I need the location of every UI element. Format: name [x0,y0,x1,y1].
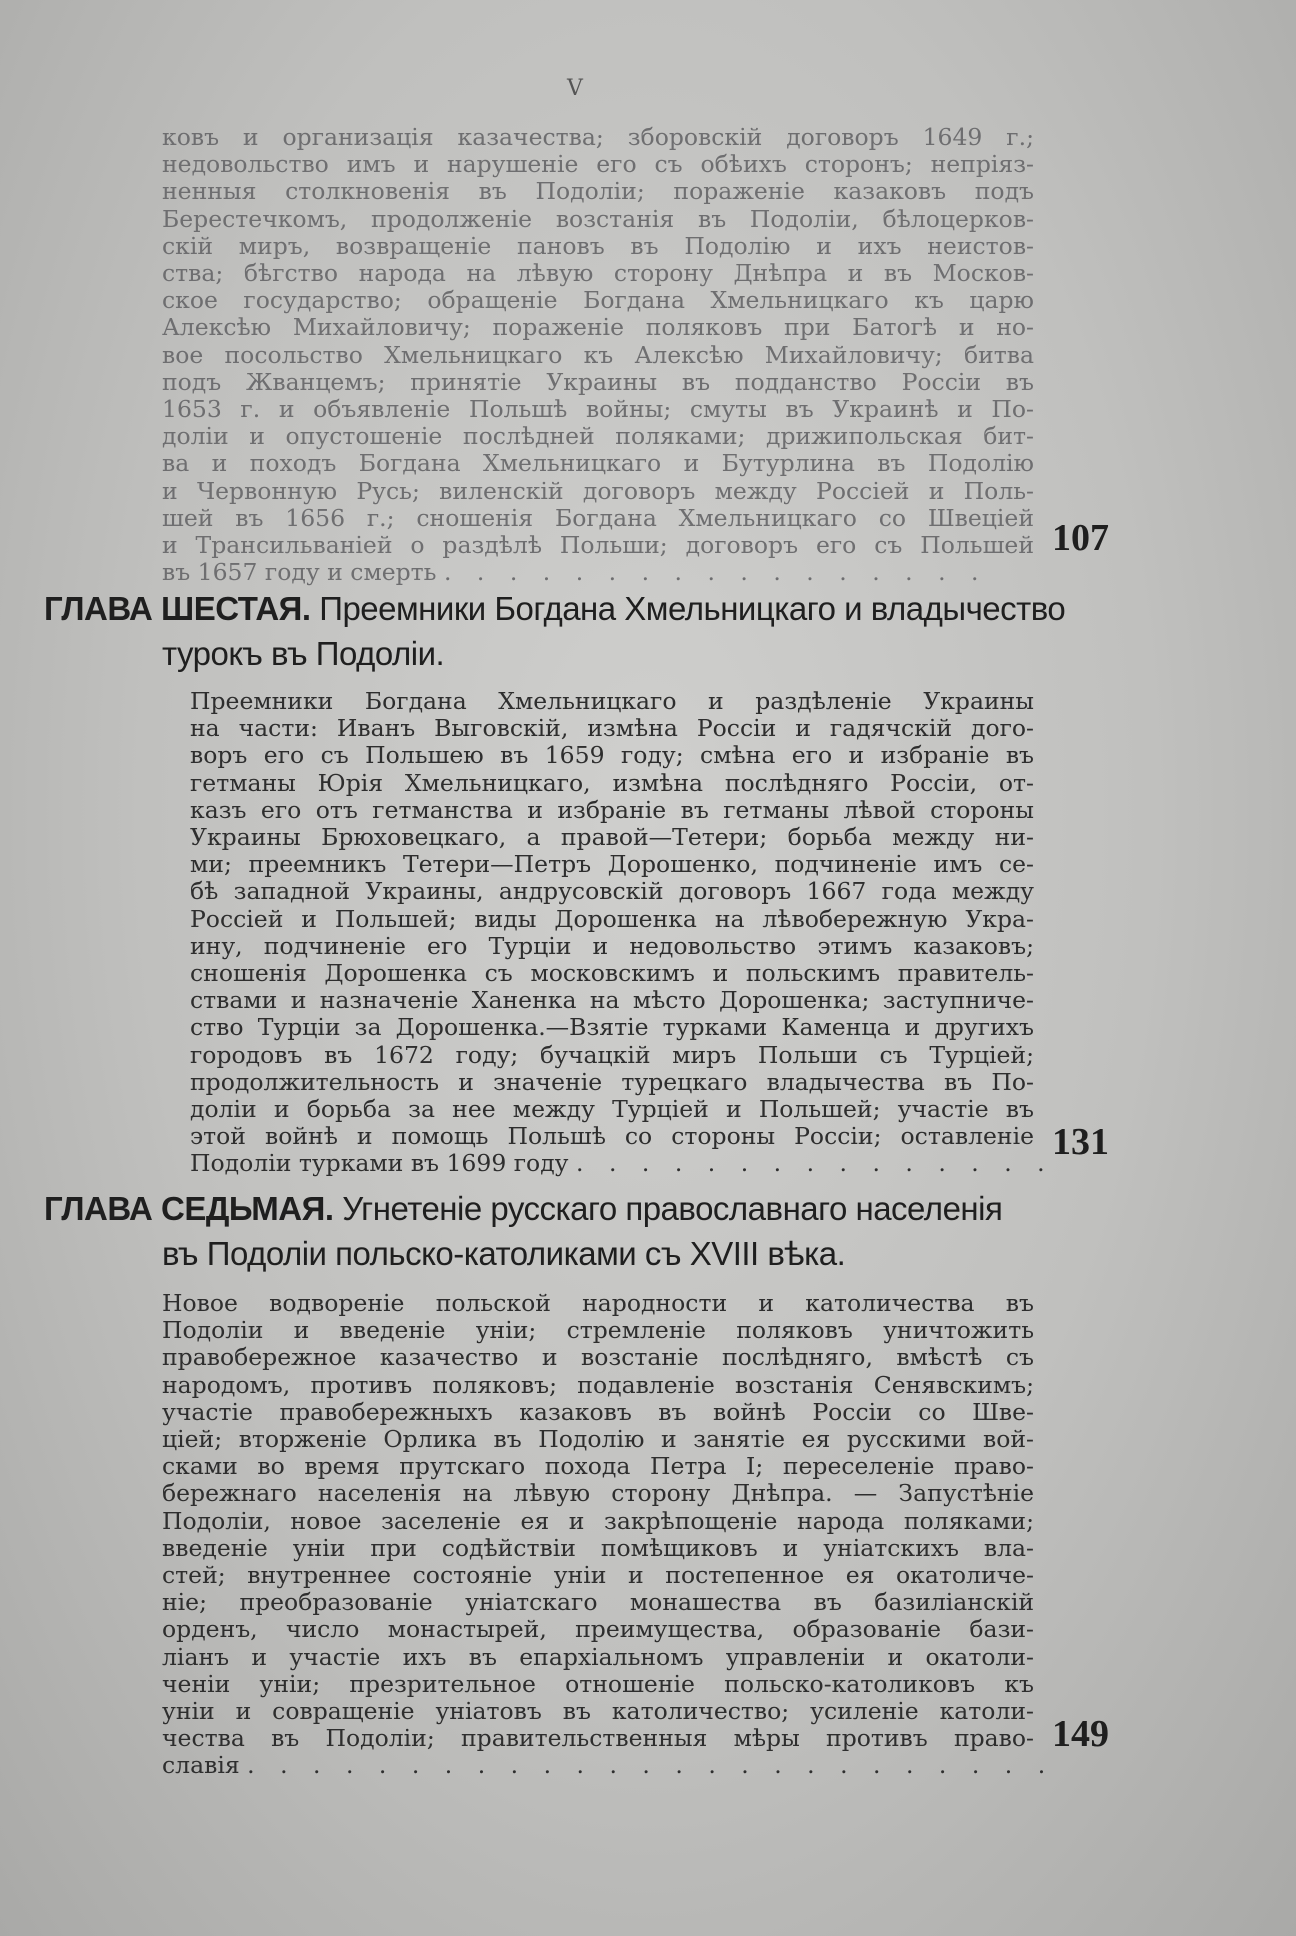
summary-line [162,1508,1034,1535]
summary-line-text: ніе; преобразованіе уніатскаго монашества въ базиліанскій [162,1588,1034,1617]
summary-line [190,906,1034,933]
summary-line [162,151,1034,178]
summary-line-text: сношенія Дорошенка съ московскимъ и польскимъ правитель- [190,959,1034,988]
summary-line [190,1096,1034,1123]
summary-line [162,260,1034,287]
summary-line [162,1535,1034,1562]
summary-line [190,987,1034,1014]
summary-line-text: ва и походъ Богдана Хмельницкаго и Бутурлина въ Подолію [162,449,1034,478]
summary-line [190,1069,1034,1096]
leader-dots: . . . . . . . . . . . . . . . [576,1149,1054,1178]
summary-line [162,423,1034,450]
summary-line-text: недовольство имъ и нарушеніе его съ обѣихъ сторонъ; непріяз- [162,150,1034,179]
chapter-6-heading [44,586,1066,676]
summary-line-text: доліи и опустошеніе послѣдней поляками; дрижипольская бит- [162,422,1034,451]
summary-line [162,1644,1034,1671]
summary-line-text: правобережное казачество и возстаніе послѣдняго, вмѣстѣ съ [162,1343,1034,1372]
summary-line [190,1123,1034,1150]
chapter-7-heading [44,1186,1034,1276]
summary-line-text: этой войнѣ и помощь Польшѣ со стороны Россіи; оставленіе [190,1122,1034,1151]
summary-line [162,1725,1034,1752]
summary-line [190,878,1034,905]
summary-line-text: ціей; вторженіе Орлика въ Подолію и занятіе ея русскими вой- [162,1425,1034,1454]
leader-dots: . . . . . . . . . . . . . . . . . . . . . . . . . [247,1751,1055,1780]
summary-line [190,851,1034,878]
summary-line [162,233,1034,260]
summary-line [162,1751,1055,1780]
summary-line-text: Преемники Богдана Хмельницкаго и раздѣленіе Украины [190,687,1034,715]
summary-line [162,1399,1034,1426]
summary-line [190,715,1034,742]
chapter-6-title-line-2: турокъ въ Подоліи. [162,635,445,672]
summary-line-text: ства; бѣгство народа на лѣвую сторону Днѣпра и въ Москов- [162,259,1034,288]
summary-line [162,1290,1034,1317]
leader-dots: . . . . . . . . . . . . . . . . . [443,558,988,587]
summary-line [162,1317,1034,1344]
summary-line [162,1426,1034,1453]
chapter-7-summary [162,1289,1055,1780]
summary-line [162,342,1034,369]
chapter-7-label: ГЛАВА СЕДЬМАЯ. [44,1190,334,1227]
summary-line-text: подъ Жванцемъ; принятіе Украины въ подданство Россіи въ [162,367,1034,396]
summary-line [190,797,1034,824]
summary-line-text: доліи и борьба за нее между Турціей и Польшей; участіе въ [190,1095,1034,1124]
summary-line [190,1014,1034,1041]
summary-line-text: чества въ Подоліи; правительственныя мѣры противъ право- [162,1724,1034,1753]
summary-line [190,770,1034,797]
summary-line [162,1698,1034,1725]
summary-line-text: ліанъ и участіе ихъ въ епархіальномъ управленіи и окатоли- [162,1642,1034,1671]
summary-line [162,559,1034,586]
summary-line-text: славія [162,1751,240,1780]
summary-line-text: Берестечкомъ, продолженіе возстанія въ Подоліи, бѣлоцерков- [162,204,1034,233]
summary-line-text: стей; внутреннее состояніе уніи и постепенное ея окатоличе- [162,1561,1034,1590]
summary-line [162,124,1034,151]
summary-line-text: продолжительность и значеніе турецкаго владычества въ По- [190,1067,1034,1096]
summary-line [162,450,1034,477]
summary-line-text: ченіи уніи; презрительное отношеніе польско-католиковъ къ [162,1669,1034,1698]
page-ref-149: 149 [1052,1713,1109,1755]
summary-line [162,206,1034,233]
summary-line [162,1344,1034,1371]
summary-line [162,396,1034,423]
summary-line [162,1453,1034,1480]
summary-line [190,1042,1034,1069]
summary-line-text: скій миръ, возвращеніе пановъ въ Подолію и ихъ неистов- [162,231,1034,260]
summary-line-text: введеніе уніи при содѣйствіи помѣщиковъ и уніатскихъ вла- [162,1533,1034,1562]
summary-line [162,505,1034,532]
summary-line [190,1149,1054,1178]
summary-line-text: воръ его съ Польшею въ 1659 году; смѣна его и избраніе въ [190,741,1034,770]
chapter-5-summary [162,124,1034,586]
summary-line-text: уніи и совращеніе уніатовъ въ католичество; усиленіе католи- [162,1697,1034,1726]
summary-line-text: народомъ, противъ поляковъ; подавленіе возстанія Сенявскимъ; [162,1370,1034,1399]
summary-line-text: Украины Брюховецкаго, а правой—Тетери; борьба между ни- [190,823,1034,852]
chapter-6-summary [162,687,1054,1178]
summary-line-text: казъ его отъ гетманства и избраніе въ гетманы лѣвой стороны [190,795,1034,824]
summary-line-text: и Червонную Русь; виленскій договоръ между Россіей и Поль- [162,476,1034,505]
summary-line-text: вое посольство Хмельницкаго къ Алексѣю Михайловичу; битва [162,340,1034,369]
summary-line-text: участіе правобережныхъ казаковъ въ войнѣ Россіи со Шве- [162,1397,1034,1426]
summary-line [190,742,1034,769]
page-number: V [567,76,583,101]
summary-line-text: ское государство; обращеніе Богдана Хмельницкаго къ царю [162,286,1034,315]
summary-line [162,178,1034,205]
page-ref-107: 107 [1052,517,1109,559]
summary-line [162,1616,1034,1643]
chapter-6-title-line-1: Преемники Богдана Хмельницкаго и владычество [319,590,1066,627]
summary-line-text: орденъ, число монастырей, преимущества, образованіе бази- [162,1615,1034,1644]
summary-line [162,1372,1034,1399]
summary-line-text: шей въ 1656 г.; сношенія Богдана Хмельницкаго со Швеціей [162,503,1034,532]
summary-line-text: Россіей и Польшей; виды Дорошенка на лѣвобережную Укра- [190,904,1034,933]
summary-line [162,1671,1034,1698]
summary-line [162,314,1034,341]
summary-line-text: сками во время прутскаго похода Петра I; переселеніе право- [162,1452,1034,1481]
summary-line-text: ковъ и организація казачества; зборовскій договоръ 1649 г.; [162,123,1034,151]
summary-line [162,1589,1034,1616]
summary-line [190,960,1034,987]
chapter-7-title-line-2: въ Подоліи польско-католиками съ XVIII вѣка. [162,1235,846,1272]
summary-line-text: на части: Иванъ Выговскій, измѣна Россіи и гадячскій дого- [190,714,1034,743]
summary-line-text: ствами и назначеніе Ханенка на мѣсто Дорошенка; заступниче- [190,986,1034,1015]
summary-line [190,688,1034,715]
summary-line [162,1562,1034,1589]
summary-line [190,824,1034,851]
summary-line [162,287,1034,314]
summary-line-text: въ 1657 году и смерть [162,558,437,587]
summary-line-text: гетманы Юрія Хмельницкаго, измѣна послѣдняго Россіи, от- [190,768,1034,797]
summary-line-text: бѣ западной Украины, андрусовскій договоръ 1667 года между [190,877,1034,906]
summary-line-text: Подоліи, новое заселеніе ея и закрѣпощеніе народа поляками; [162,1506,1034,1535]
summary-line-text: Алексѣю Михайловичу; пораженіе поляковъ при Батогѣ и но- [162,313,1034,342]
summary-line-text: Подоліи турками въ 1699 году [190,1149,569,1178]
summary-line [162,369,1034,396]
summary-line [162,532,1034,559]
summary-line-text: 1653 г. и объявленіе Польшѣ войны; смуты въ Украинѣ и По- [162,395,1034,424]
summary-line-text: городовъ въ 1672 году; бучацкій миръ Польши съ Турціей; [190,1040,1034,1069]
page-ref-131: 131 [1052,1121,1109,1163]
summary-line [162,478,1034,505]
summary-line-text: ину, подчиненіе его Турціи и недовольство этимъ казаковъ; [190,931,1034,960]
summary-line-text: бережнаго населенія на лѣвую сторону Днѣпра. — Запустѣніе [162,1479,1034,1508]
chapter-6-label: ГЛАВА ШЕСТАЯ. [44,590,311,627]
summary-line [190,933,1034,960]
summary-line-text: ство Турціи за Дорошенка.—Взятіе турками Каменца и другихъ [190,1013,1034,1042]
summary-line-text: ненныя столкновенія въ Подоліи; пораженіе казаковъ подъ [162,177,1034,206]
chapter-7-title-line-1: Угнетеніе русскаго православнаго населенія [342,1190,1003,1227]
summary-line-text: и Трансильваніей о раздѣлѣ Польши; договоръ его съ Польшей [162,531,1034,560]
summary-line [162,1480,1034,1507]
summary-line-text: Новое водвореніе польской народности и католичества въ [162,1289,1034,1317]
summary-line-text: Подоліи и введеніе уніи; стремленіе поляковъ уничтожить [162,1316,1034,1345]
summary-line-text: ми; преемникъ Тетери—Петръ Дорошенко, подчиненіе имъ се- [190,850,1034,879]
